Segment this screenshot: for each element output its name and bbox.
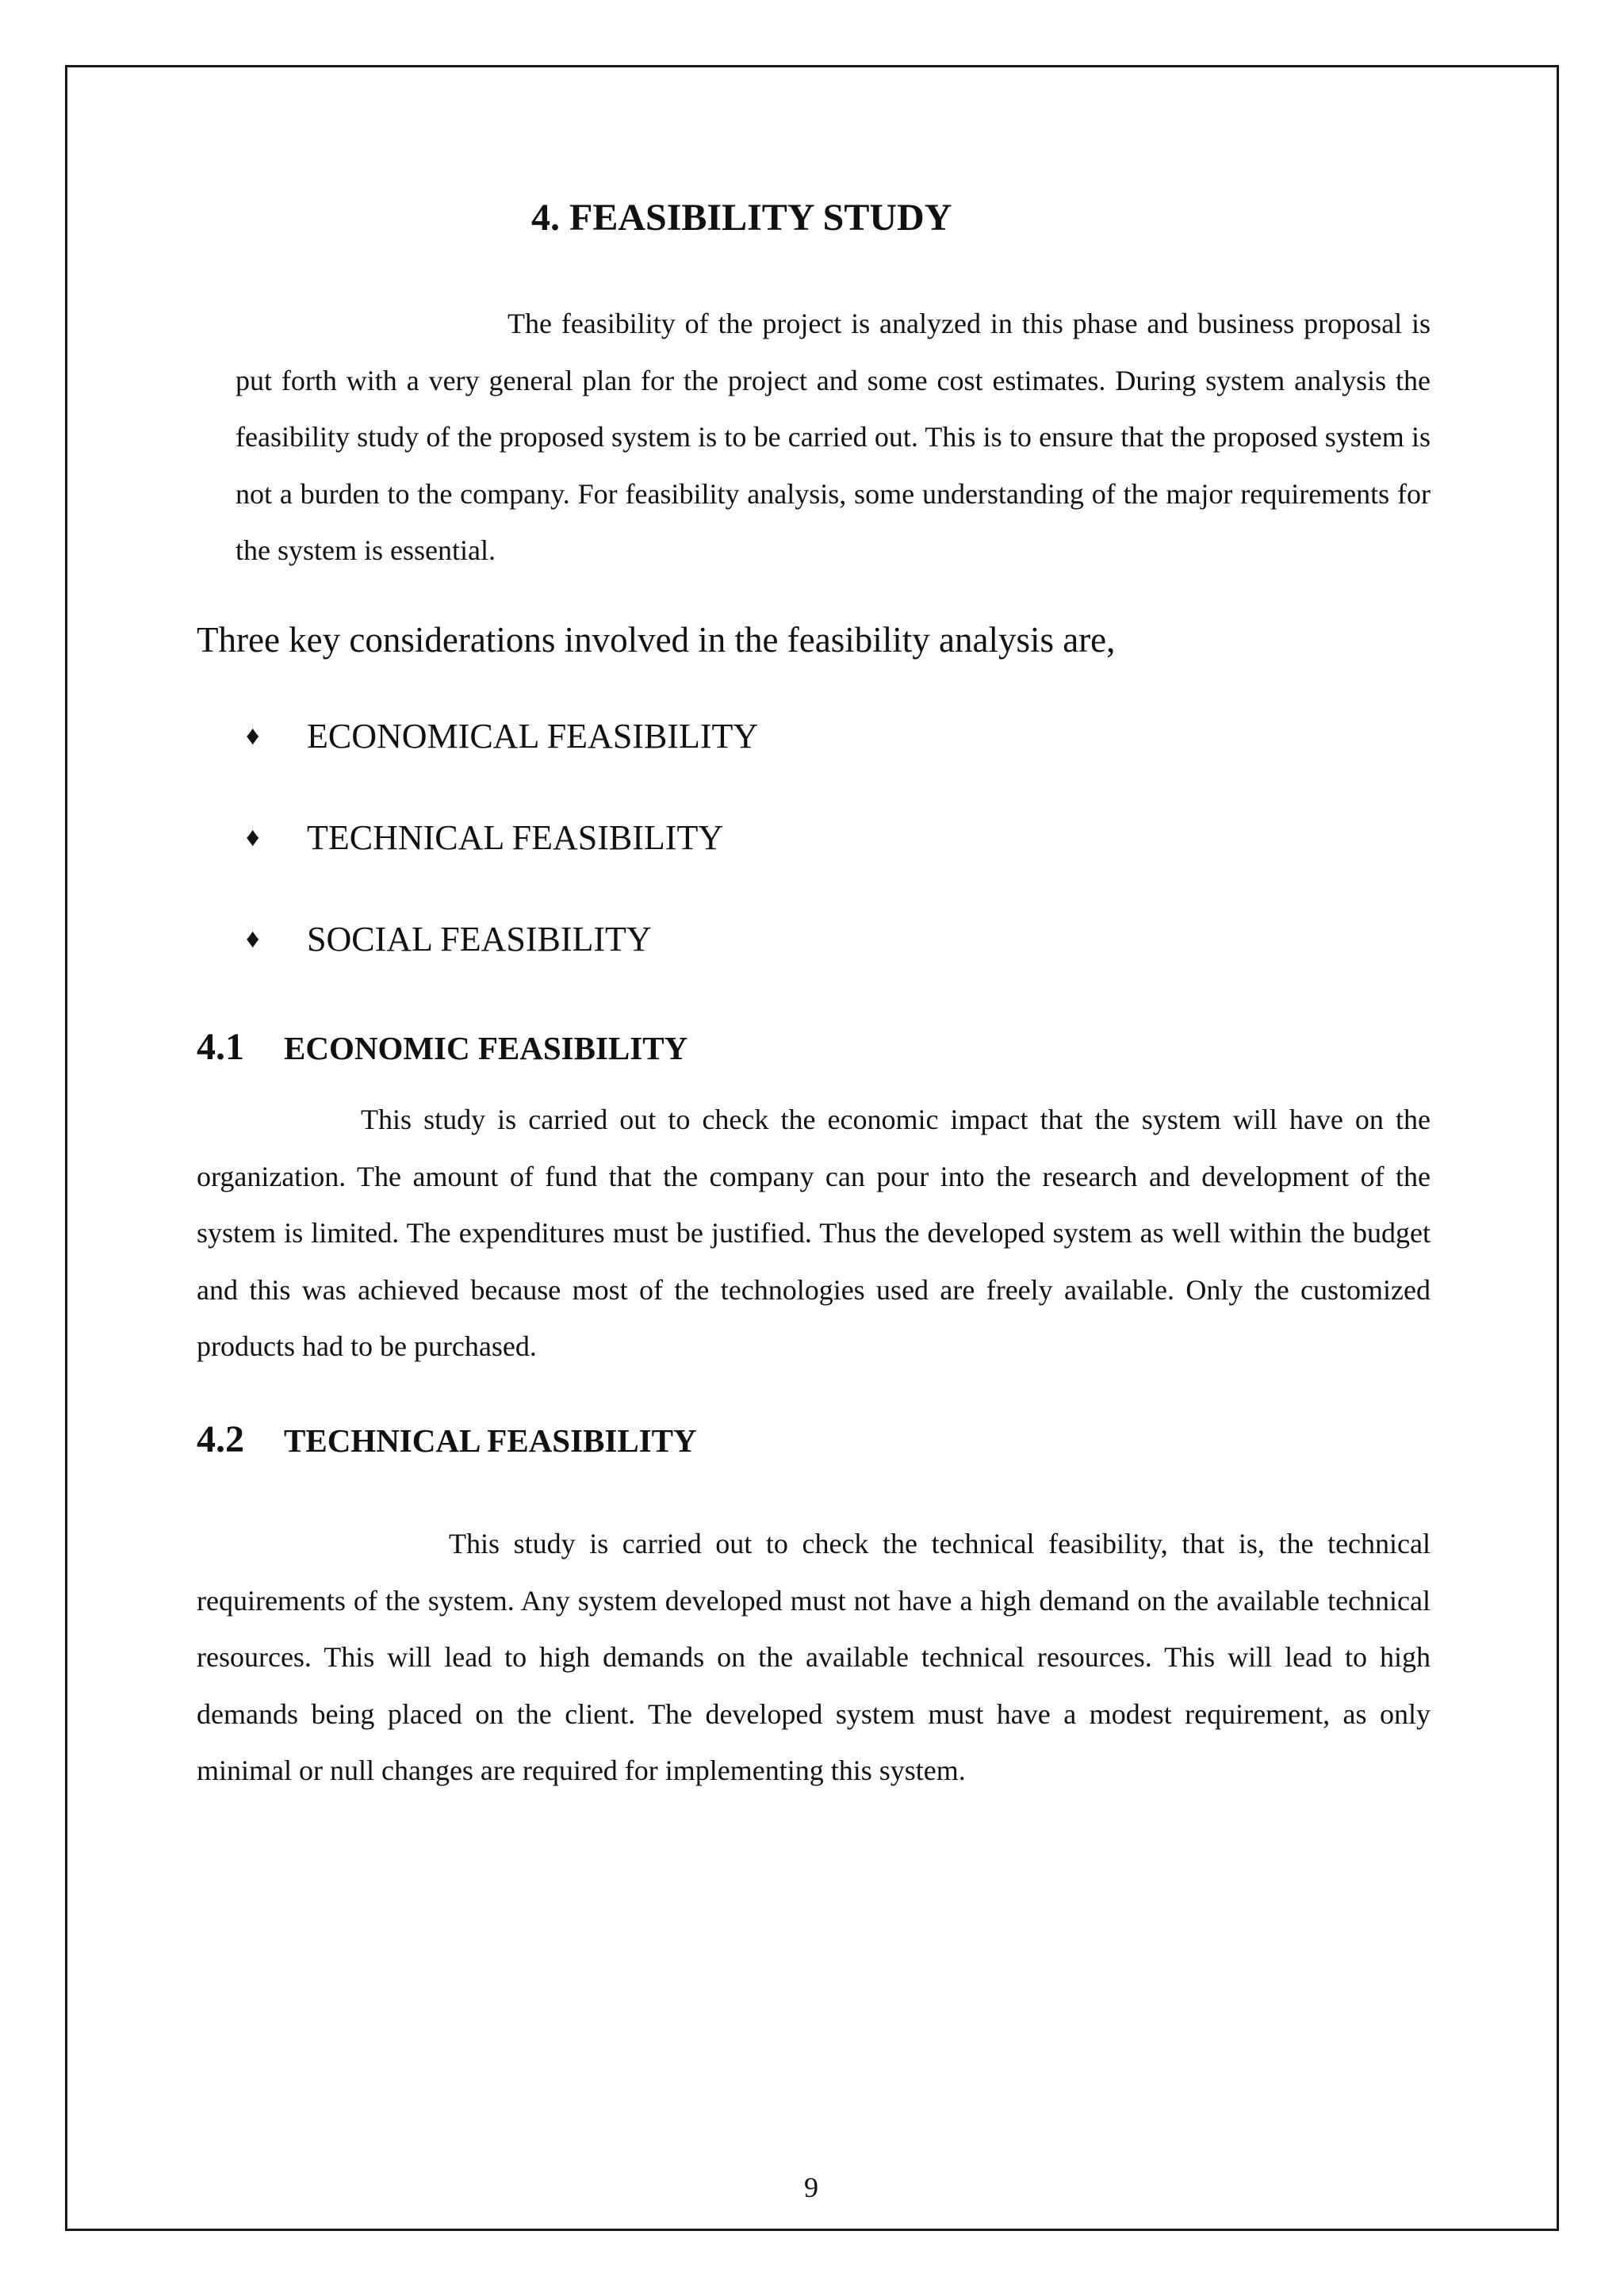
section-title: TECHNICAL FEASIBILITY [284,1422,697,1459]
section-number: 4.1 [197,1026,244,1068]
section-body-economic: This study is carried out to check the economic impact that the system will have on the organization. The amount of fund that the company can pour into the research and development of the system is limited. The expenditures must be justified. Thus the developed system as well within the budget and this was achieved because most of the technologies used are freely available. Only the customized products had to be purchased. [197,1104,1431,1362]
diamond-bullet-icon: ♦ [246,924,260,954]
diamond-bullet-icon: ♦ [246,721,260,751]
section-body-technical: This study is carried out to check the technical feasibility, that is, the technical requirements of the system. Any system developed must not have a high demand on the available technical resources. This will lead to high demands on the available technical resources. This will lead to high demands being placed on the client. The developed system must have a modest requirement, as only minimal or null changes are required for implementing this system. [197,1528,1431,1786]
section-title: ECONOMIC FEASIBILITY [284,1030,688,1066]
section-heading-technical [197,1417,697,1463]
list-item [246,716,758,817]
list-item [246,817,758,919]
key-considerations-intro: Three key considerations involved in the feasibility analysis are, [197,620,1116,660]
considerations-list [246,716,758,1020]
page-number: 9 [804,2172,818,2203]
intro-paragraph: The feasibility of the project is analyzed in this phase and business proposal is put forth with a very general plan for the project and some cost estimates. During system analysis the feasibility study of the proposed system is to be carried out. This is to ensure that the proposed system is not a burden to the company. For feasibility analysis, some understanding of the major requirements for the system is essential. [236,308,1431,566]
list-item [246,919,758,1020]
section-number: 4.2 [197,1418,244,1460]
list-item-label: TECHNICAL FEASIBILITY [307,818,724,857]
page-title: 4. FEASIBILITY STUDY [531,197,952,239]
list-item-label: ECONOMICAL FEASIBILITY [307,717,759,756]
list-item-label: SOCIAL FEASIBILITY [307,920,652,959]
section-heading-economic [197,1024,688,1070]
diamond-bullet-icon: ♦ [246,823,260,852]
